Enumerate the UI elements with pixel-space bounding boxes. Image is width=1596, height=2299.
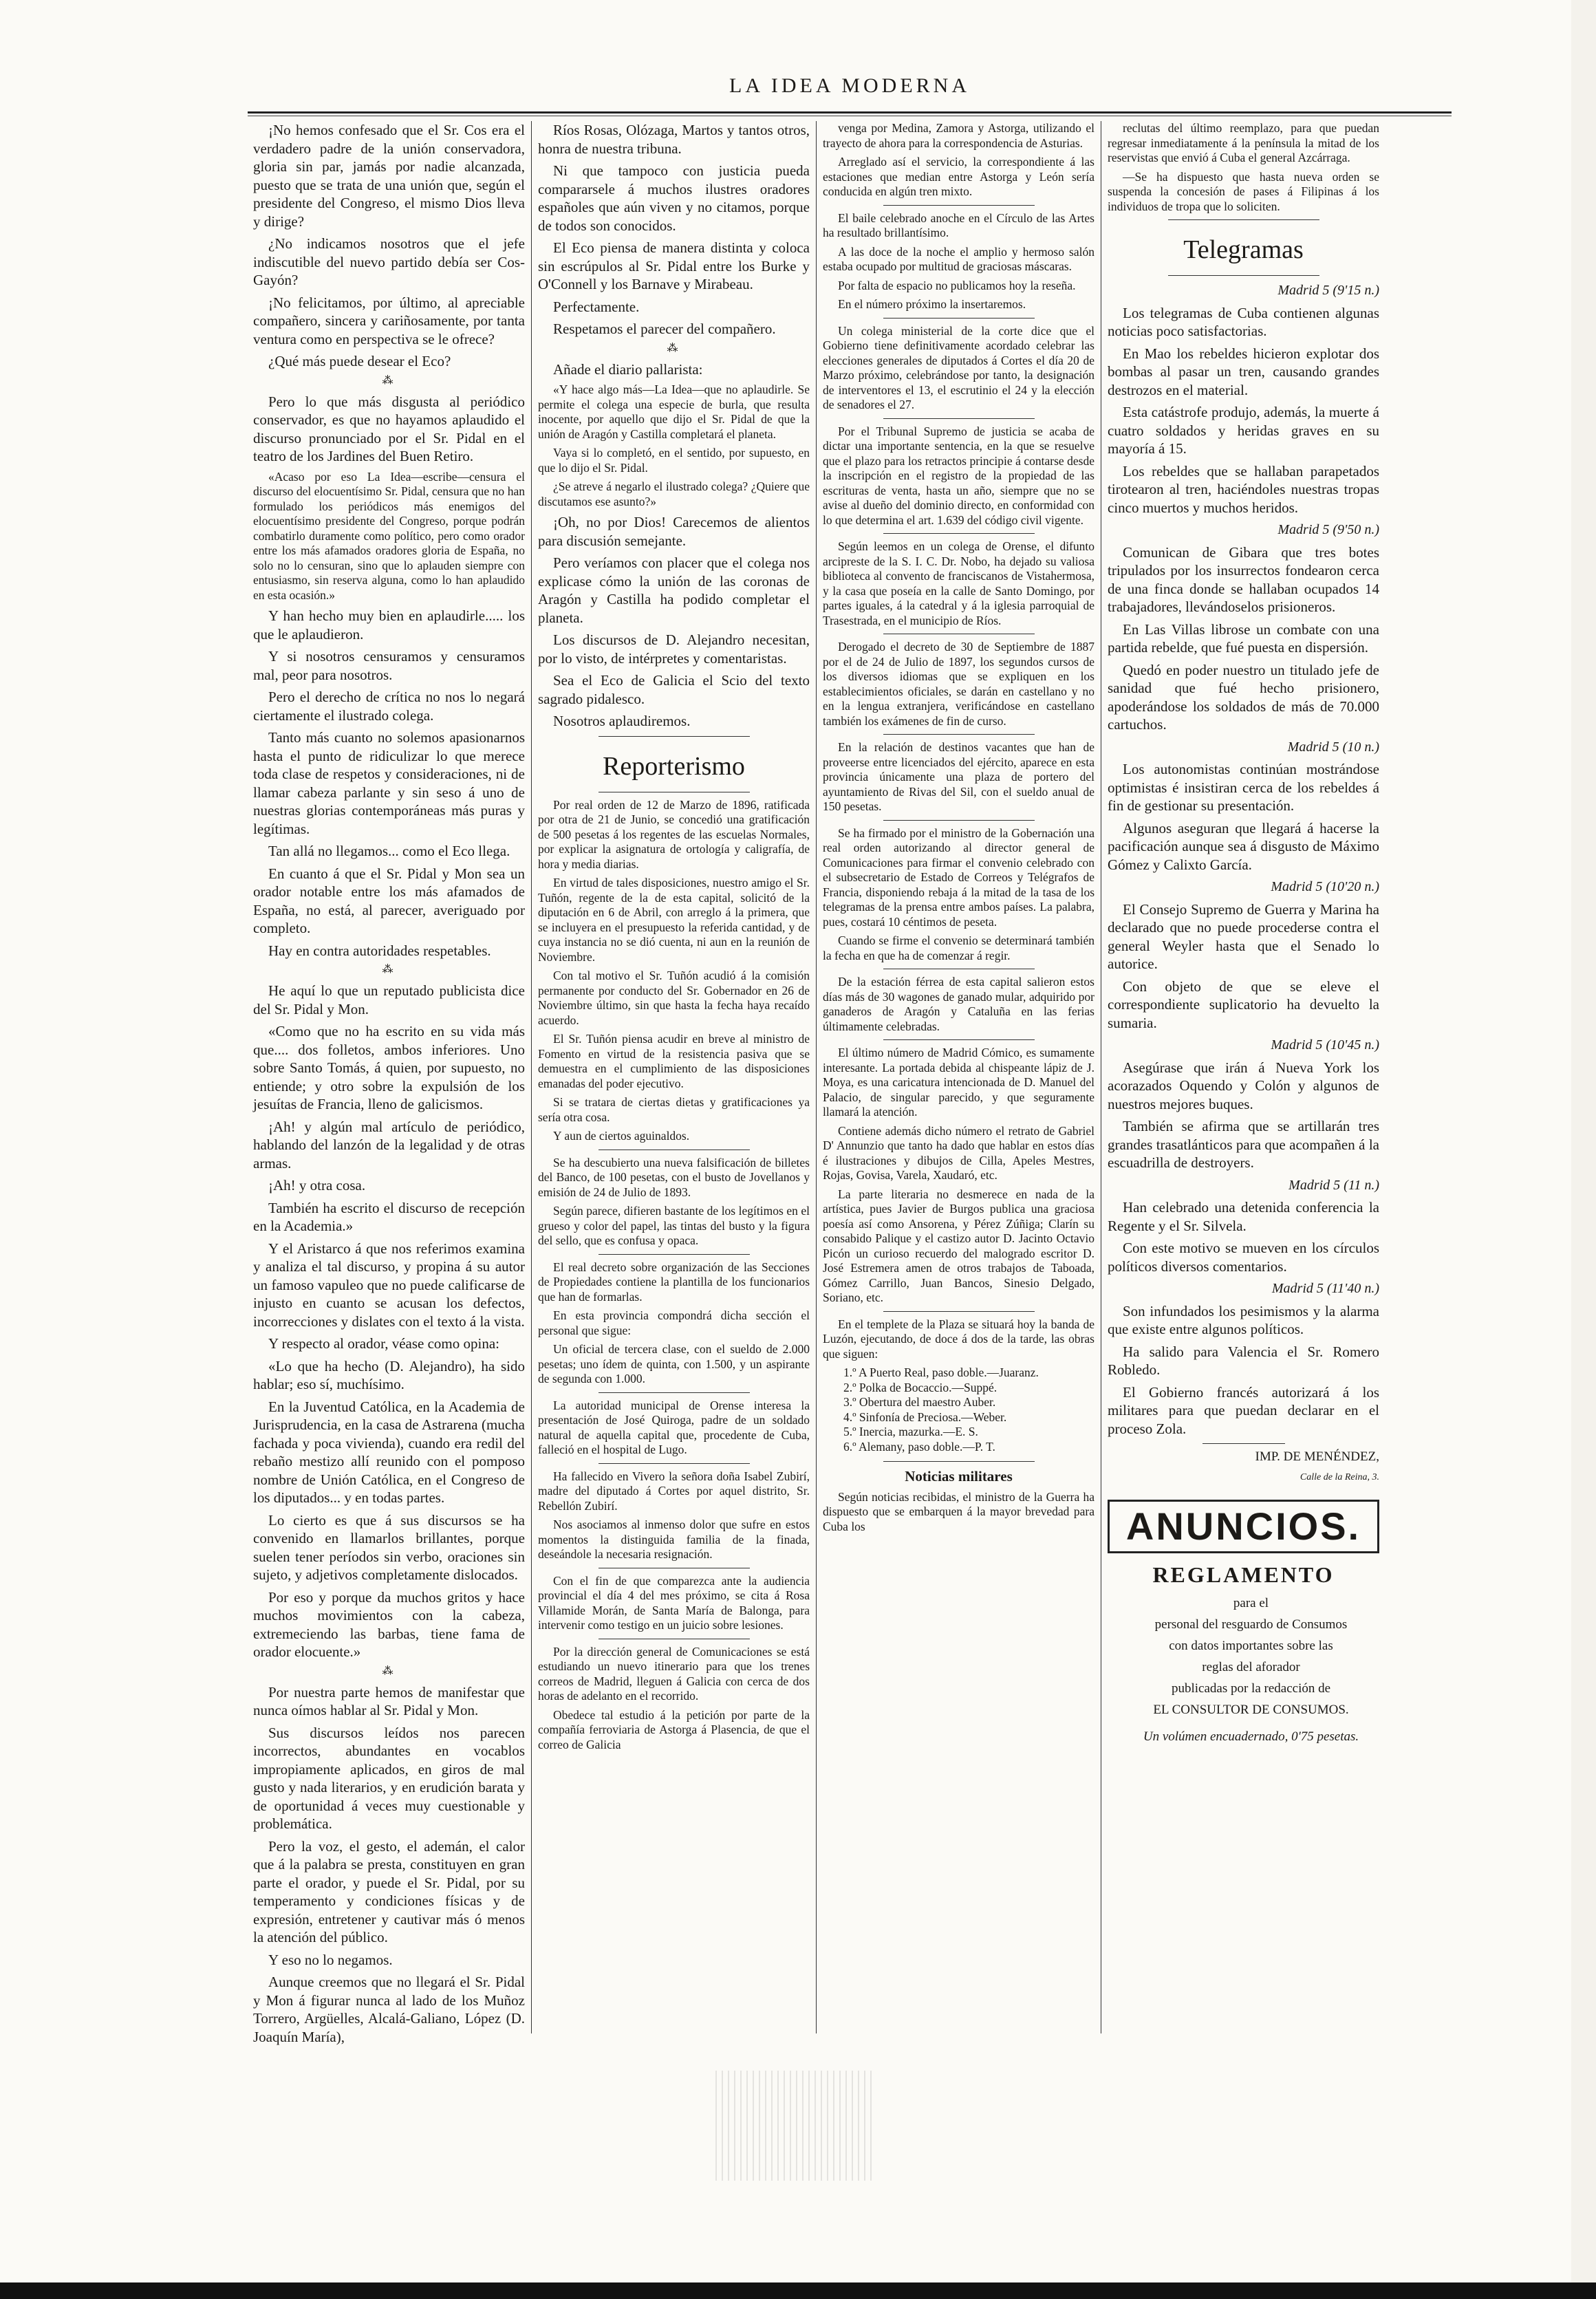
quotation: Vaya si lo completó, en el sentido, por supuesto, en que lo dijo el Sr. Pidal. — [538, 446, 810, 475]
printer-imprint: IMP. DE MENÉNDEZ, — [1255, 1449, 1379, 1464]
column-1 — [253, 121, 525, 2045]
telegram-dateline: Madrid 5 (11'40 n.) — [1271, 1281, 1379, 1296]
paragraph: ¡Ah! y otra cosa. — [268, 1177, 366, 1194]
item-rule — [883, 734, 1035, 735]
news-item: venga por Medina, Zamora y Astorga, utilizando el trayecto de ahora para la correspondencia de Asturias. — [823, 121, 1094, 150]
news-item: El Sr. Tuñón piensa acudir en breve al ministro de Fomento en virtud de la resistencia pasiva que se demuestra en el cumplimiento de las disposiciones emanadas del poder ejecutivo. — [538, 1032, 810, 1090]
paragraph: Y el Aristarco á que nos referimos examina y analiza el tal discurso, y propina á su autor un famoso vapuleo que no puede calificarse de injusto en cuanto se acusan los defectos, incorrecciones y dislates con el texto á la vista. — [253, 1240, 525, 1330]
paragraph: Añade el diario pallarista: — [553, 360, 703, 378]
news-item: Con tal motivo el Sr. Tuñón acudió á la comisión permanente por conducto del Sr. Gobernador en 26 de Noviembre último, sin que hasta la fecha haya recaído acuerdo. — [538, 969, 810, 1027]
telegram-text: Con objeto de que se eleve el correspondiente suplicatorio ha devuelto la sumaria. — [1108, 978, 1379, 1031]
telegram-text: Asegúrase que irán á Nueva York los acorazados Oquendo y Colón y algunos de nuestros mejores buques. — [1108, 1059, 1379, 1112]
item-rule — [883, 533, 1035, 534]
telegram-text: Ha salido para Valencia el Sr. Romero Robledo. — [1108, 1343, 1379, 1378]
ad-line: reglas del aforador — [1202, 1659, 1300, 1674]
telegram-text: Los autonomistas continúan mostrándose optimistas é insistiran cerca de los rebeldes á fin de gestionar su presentación. — [1108, 761, 1379, 814]
program-item: 1.º A Puerto Real, paso doble.—Juaranz. — [843, 1366, 1039, 1379]
news-item: Un oficial de tercera clase, con el sueldo de 2.000 pesetas; uno ídem de quinta, con 1.500, y un aspirante de segunda con 1.000. — [538, 1342, 810, 1385]
scan-bottom-edge — [0, 2282, 1596, 2299]
column-rule — [531, 121, 532, 2033]
news-item: A las doce de la noche el amplio y hermoso salón estaba ocupado por multitud de graciosas máscaras. — [823, 244, 1094, 273]
news-item: Se ha firmado por el ministro de la Gobernación una real orden autorizando al director general de Comunicaciones para firmar el convenio celebrado con el subsecretario de Estado de Correos y Telégrafos de Francia, disponiendo rebaja á la mitad de la tasa de los telegramas de la prensa entre ambos países. La palabra, pues, costará 10 céntimos de peseta. — [823, 825, 1094, 929]
news-item: La autoridad municipal de Orense interesa la presentación de José Quiroga, padre de un soldado natural de aquella capital que, procedente de Cuba, falleció en el hospital de Lugo. — [538, 1398, 810, 1456]
ad-line: para el — [1233, 1595, 1269, 1610]
item-rule — [883, 418, 1035, 419]
paragraph: Aunque creemos que no llegará el Sr. Pidal y Mon á figurar nunca al lado de los Muñoz Torrero, Argüelles, Alcalá-Galiano, López (D. Joaquín María), — [253, 1974, 525, 2045]
news-item: En esta provincia compondrá dicha sección el personal que sigue: — [538, 1308, 810, 1337]
column-3 — [823, 121, 1094, 2033]
telegram-text: En Mao los rebeldes hicieron explotar dos bombas al pasar un tren, causando grandes destrozos en el material. — [1108, 345, 1379, 398]
telegram-text: Quedó en poder nuestro un titulado jefe de sanidad que fué hecho prisionero, apoderándose los soldados de más de 70.000 cartuchos. — [1108, 661, 1379, 733]
ad-line: publicadas por la redacción de — [1171, 1681, 1331, 1696]
news-item: Según parece, difieren bastante de los legítimos en el grueso y color del papel, las tintas del busto y la figura del sello, que es confusa y opaca. — [538, 1204, 810, 1247]
paragraph: Tan allá no llegamos... como el Eco llega. — [268, 843, 510, 859]
paragraph: Los discursos de D. Alejandro necesitan, por lo visto, de intérpretes y comentaristas. — [538, 632, 810, 667]
item-rule — [1203, 1443, 1285, 1444]
section-rule — [598, 736, 750, 737]
paragraph: Por eso y porque da muchos gritos y hace muchos movimientos con la cabeza, extremeciendo las barbas, tiene fama de orador elocuente.» — [253, 1588, 525, 1660]
ad-price: Un volúmen encuadernado, 0'75 pesetas. — [1143, 1729, 1359, 1744]
item-rule — [598, 1463, 750, 1464]
news-item: Según leemos en un colega de Orense, el difunto arcipreste de la S. I. C. Dr. Nobo, ha dejado su valiosa biblioteca al convento de franciscanos de Vistahermosa, y la casa que poseía en la calle de Santo Domingo, por partes iguales, á la catedral y á la iglesia parroquial de Trasestrada, en el municipio de Ríos. — [823, 539, 1094, 627]
ads-title: ANUNCIOS. — [1125, 1504, 1361, 1548]
news-item: Derogado el decreto de 30 de Septiembre de 1887 por el de 24 de Julio de 1897, los segundos cursos de los diversos idiomas que se expliquen en los establecimientos oficiales, se darán en castellano y no en la lengua extranjera, verificándose en castellano también los exámenes de fin de curso. — [823, 640, 1094, 728]
item-rule — [883, 1461, 1035, 1462]
news-item: Por el Tribunal Supremo de justicia se acaba de dictar una importante sentencia, en la que se resuelve que el plazo para los retractos principie á contarse desde la inscripción en el registro de la propiedad de las escrituras de venta, hasta un año, siempre que no se avise al dueño del dominio directo, en conformidad con lo que determina el art. 1.639 del código civil vigente. — [823, 424, 1094, 527]
quotation: «Acaso por eso La Idea—escribe—censura el discurso del elocuentísimo Sr. Pidal, censura que no han formulado los periódicos más enemigos del elocuentísimo presidente del Congreso, porque podrán combatirlo duramente como político, pero como orador entre los más afamados oradores gloria de España, no solo no lo censuran, sino que lo aplauden siempre con entusiasmo, sin reserva alguna, como lo han aplaudido en esta ocasión.» — [253, 469, 525, 602]
item-rule — [883, 1311, 1035, 1312]
paragraph: En la Juventud Católica, en la Academia de Jurisprudencia, en la casa de Astrarena (mucha fachada y poca vivienda), cuando era redil del rebaño mestizo allí reunido con el pomposo nombre de Unión Católica, en el Congreso de los diputados... y en todas partes. — [253, 1398, 525, 1506]
news-item: Un colega ministerial de la corte dice que el Gobierno tiene definitivamente acordado celebrar las elecciones generales de diputados á Cortes el día 20 de Marzo próximo, celebrándose por tanto, la designación de interventores el 13, el escrutinio el 24 y la elección de senadores el 27. — [823, 323, 1094, 411]
item-rule — [598, 1254, 750, 1255]
section-rule — [1168, 219, 1319, 220]
program-item: 5.º Inercia, mazurka.—E. S. — [843, 1425, 978, 1438]
paragraph: En cuanto á que el Sr. Pidal y Mon sea un orador notable entre los más afamados de España, no está, al parecer, averiguado por completo. — [253, 865, 525, 936]
program-item: 4.º Sinfonía de Preciosa.—Weber. — [843, 1410, 1007, 1424]
paragraph: Lo cierto es que á sus discursos se ha convenido en llamarlos brillantes, porque suelen tener períodos sin verbo, oraciones sin sujeto, y adjetivos completamente dislocados. — [253, 1511, 525, 1583]
news-item: Por real orden de 12 de Marzo de 1896, ratificada por otra de 21 de Junio, se concedió una gratificación de 500 pesetas á los regentes de las escuelas Normales, por explicar la asignatura de ortología y caligrafía, de hora y media diarias. — [538, 797, 810, 871]
telegram-text: Comunican de Gibara que tres botes tripulados por los insurrectos fondearon cerca de una finca donde se hallaban ocupados 14 trabajadores, llevándoselos prisioneros. — [1108, 543, 1379, 615]
news-item: En la relación de destinos vacantes que han de proveerse entre licenciados del ejército, aparece en esta provincia únicamente una plaza de portero del ayuntamiento de Rivas del Sil, con el sueldo anual de 150 pesetas. — [823, 740, 1094, 813]
news-item: El último número de Madrid Cómico, es sumamente interesante. La portada debida al chispeante lápiz de J. Moya, es una caricatura intencionada de D. Manuel del Palacio, de singular parecido, y que seguramente llamará la atención. — [823, 1046, 1094, 1119]
telegram-dateline: Madrid 5 (9'15 n.) — [1277, 283, 1379, 298]
news-item: Con el fin de que comparezca ante la audiencia provincial el día 4 del mes próximo, se cita á Rosa Villamide Morán, de Santa María de Balonga, para intervenir como testigo en un juicio sobre lesiones. — [538, 1573, 810, 1632]
section-title-reporterismo: Reporterismo — [603, 751, 745, 781]
paragraph: Perfectamente. — [553, 298, 640, 315]
telegram-dateline: Madrid 5 (9'50 n.) — [1277, 522, 1379, 537]
ad-line: personal del resguardo de Consumos — [1154, 1617, 1348, 1632]
telegram-text: El Gobierno francés autorizará á los militares para que puedan declarar en el proceso Zola. — [1108, 1383, 1379, 1437]
header-rule — [248, 111, 1452, 114]
paragraph: Por nuestra parte hemos de manifestar que nunca oímos hablar al Sr. Pidal y Mon. — [253, 1683, 525, 1718]
telegram-text: Los telegramas de Cuba contienen algunas noticias poco satisfactorias. — [1108, 304, 1379, 339]
news-item: reclutas del último reemplazo, para que puedan regresar inmediatamente á la península la mitad de los reservistas que envió á Cuba el general Azcárraga. — [1108, 121, 1379, 164]
news-item: El real decreto sobre organización de las Secciones de Propiedades contiene la plantilla de los funcionarios que han de formarlas. — [538, 1260, 810, 1304]
paragraph: Y si nosotros censuramos y censuramos mal, peor para nosotros. — [253, 648, 525, 683]
telegram-text: El Consejo Supremo de Guerra y Marina ha declarado que no puede procederse contra el general Weyler hasta que el Senado lo autorice. — [1108, 900, 1379, 972]
paragraph: ¿No indicamos nosotros que el jefe indiscutible del nuevo partido debía ser Cos-Gayón? — [253, 235, 525, 288]
news-item: Ha fallecido en Vivero la señora doña Isabel Zubirí, madre del diputado á Cortes por aquel distrito, Sr. Rebellón Zubirí. — [538, 1469, 810, 1513]
news-item: La parte literaria no desmerece en nada de la artística, pues Javier de Burgos publica una graciosa poesía así como Ansorena, y Pérez Zúñiga; Clarín su consabido Palique y el castizo autor D. Jacinto Octavio Picón un curioso recuerdo del malogrado escritor D. José Estremera amen de otros trabajos de Taboada, Gómez Carrillo, Juan Bancos, Sinesio Delgado, Soriano, etc. — [823, 1187, 1094, 1304]
paragraph: Tanto más cuanto no solemos apasionarnos hasta el punto de ridiculizar lo que merece toda clase de respetos y consideraciones, ni de llamar cabeza parlante y sin seso á uno de nuestras glorias contemporáneas más puras y legítimas. — [253, 729, 525, 837]
paragraph: Nosotros aplaudiremos. — [553, 713, 691, 729]
telegram-text: Los rebeldes que se hallaban parapetados tirotearon al tren, haciéndoles nuestras tropas cinco muertos y muchos heridos. — [1108, 462, 1379, 516]
ad-line: con datos importantes sobre las — [1169, 1638, 1333, 1653]
paragraph: Y eso no lo negamos. — [268, 1951, 393, 1968]
telegram-text: Han celebrado una detenida conferencia la Regente y el Sr. Silvela. — [1108, 1199, 1379, 1234]
telegram-text: Esta catástrofe produjo, además, la muerte á cuatro soldados y heridas graves en su mayoría á 15. — [1108, 404, 1379, 457]
section-rule — [1168, 275, 1319, 276]
news-item: Obedece tal estudio á la petición por parte de la compañía ferroviaria de Astorga á Plasencia, de que el correo de Galicia — [538, 1707, 810, 1751]
telegram-dateline: Madrid 5 (11 n.) — [1288, 1177, 1379, 1193]
paragraph: ¡Oh, no por Dios! Carecemos de alientos para discusión semejante. — [538, 514, 810, 549]
section-title-telegramas: Telegramas — [1183, 235, 1304, 264]
printer-address: Calle de la Reina, 3. — [1300, 1472, 1379, 1482]
news-item: Según noticias recibidas, el ministro de la Guerra ha dispuesto que se embarquen á la mayor brevedad para Cuba los — [823, 1489, 1094, 1533]
paragraph: Pero el derecho de crítica no nos lo negará ciertamente el ilustrado colega. — [253, 689, 525, 724]
paragraph: ¡Ah! y algún mal artículo de periódico, hablando del lanzón de la legalidad y de otras armas. — [253, 1118, 525, 1172]
paragraph: «Lo que ha hecho (D. Alejandro), ha sido hablar; eso sí, muchísimo. — [253, 1357, 525, 1392]
news-item: Por la dirección general de Comunicaciones se está estudiando un nuevo itinerario para que los trenes correos de Madrid, lleguen á Galicia con cerca de dos horas de adelanto en el recorrido. — [538, 1644, 810, 1703]
masthead: LA IDEA MODERNA — [729, 74, 970, 97]
paragraph: Pero la voz, el gesto, el ademán, el calor que á la palabra se presta, constituyen en gran parte el orador, y puede el Sr. Pidal, por su temperamento y condiciones físicas y de expresión, entretener y cautivar más ó menos la atención del público. — [253, 1837, 525, 1945]
paragraph: Y respecto al orador, véase como opina: — [268, 1335, 499, 1352]
paragraph: Y han hecho muy bien en aplaudirle..... los que le aplaudieron. — [253, 607, 525, 643]
telegram-dateline: Madrid 5 (10'20 n.) — [1271, 879, 1379, 894]
paragraph: Pero lo que más disgusta al periódico conservador, es que no hayamos aplaudido el discurso pronunciado por el Sr. Pidal en el teatro de los Jardines del Buen Retiro. — [253, 393, 525, 464]
asterism-separator: ⁂ — [382, 964, 396, 975]
asterism-separator: ⁂ — [667, 342, 681, 354]
telegram-dateline: Madrid 5 (10 n.) — [1287, 739, 1379, 755]
paragraph: ¡No hemos confesado que el Sr. Cos era el verdadero padre de la unión conservadora, gloria sin par, jamás por nadie alcanzada, puesto que se trata de una unión que, según el presidente del Congreso, el mismo Dios lleva y dirige? — [253, 122, 525, 230]
telegram-text: Con este motivo se mueven en los círculos políticos diversos comentarios. — [1108, 1240, 1379, 1275]
telegram-text: Algunos aseguran que llegará á hacerse la pacificación aunque sea á disgusto de Máximo Gómez y Calixto García. — [1108, 819, 1379, 873]
ads-banner — [1108, 1500, 1379, 1553]
news-item: El baile celebrado anoche en el Círculo de las Artes ha resultado brillantísimo. — [823, 211, 1094, 239]
news-item: —Se ha dispuesto que hasta nueva orden se suspenda la concesión de pases á Filipinas á los individuos de tropa que lo soliciten. — [1108, 169, 1379, 213]
paragraph: «Como que no ha escrito en su vida más que.... dos folletos, ambos inferiores. Uno sobre Santo Tomás, á quien, por supuesto, no entiende; y otro sobre la expulsión de los jesuítas de Francia, lleno de galicismos. — [253, 1023, 525, 1112]
program-item: 2.º Polka de Bocaccio.—Suppé. — [843, 1380, 998, 1394]
news-item: En el templete de la Plaza se situará hoy la banda de Luzón, ejecutando, de doce á dos de la tarde, las obras que siguen: — [823, 1317, 1094, 1361]
paragraph: Pero veríamos con placer que el colega nos explicase cómo la unión de las coronas de Aragón y Castilla ha podido completar el planeta. — [538, 554, 810, 626]
item-rule — [883, 820, 1035, 821]
ad-line: EL CONSULTOR DE CONSUMOS. — [1153, 1702, 1349, 1717]
quotation: «Y hace algo más—La Idea—que no aplaudirle. Se permite el colega una especie de burla, que resulta inocente, por aquello que dijo el Sr. Pidal de que la unión de Aragón y Castilla completará el planeta. — [538, 382, 810, 441]
scan-margin — [1571, 0, 1596, 2282]
news-item: En el número próximo la insertaremos. — [838, 297, 1026, 311]
item-rule — [883, 1039, 1035, 1040]
item-rule — [598, 1392, 750, 1393]
paragraph: Hay en contra autoridades respetables. — [268, 942, 491, 959]
item-rule — [883, 205, 1035, 206]
telegram-text: En Las Villas librose un combate con una partida rebelde, que fué puesta en dispersión. — [1108, 620, 1379, 656]
paragraph: También ha escrito el discurso de recepción en la Academia.» — [253, 1199, 525, 1234]
paragraph: He aquí lo que un reputado publicista dice del Sr. Pidal y Mon. — [253, 982, 525, 1017]
news-item: Por falta de espacio no publicamos hoy la reseña. — [838, 278, 1076, 292]
paragraph: Sea el Eco de Galicia el Scio del texto sagrado pidalesco. — [538, 672, 810, 707]
paragraph: ¡No felicitamos, por último, al apreciable compañero, sincera y cariñosamente, por tanta ventura como en perspectiva se le ofrece? — [253, 294, 525, 347]
news-item: De la estación férrea de esta capital salieron estos días más de 30 wagones de ganado mular, adquirido por ganaderos de Aragón y Cataluña en las ferias últimamente celebradas. — [823, 975, 1094, 1033]
asterism-separator: ⁂ — [382, 374, 396, 387]
telegram-dateline: Madrid 5 (10'45 n.) — [1271, 1037, 1379, 1053]
asterism-separator: ⁂ — [382, 1665, 396, 1677]
paragraph: Ríos Rosas, Olózaga, Martos y tantos otros, honra de nuestra tribuna. — [538, 122, 810, 157]
paragraph: Sus discursos leídos nos parecen incorrectos, abundantes en vocablos impropiamente aplicados, en giros de mal gusto y nada literarios, y en erudición barata y de oportunidad á veces muy cuestionable y problemática. — [253, 1724, 525, 1832]
telegram-text: Son infundados los pesimismos y la alarma que existe entre algunos políticos. — [1108, 1302, 1379, 1337]
news-item: Arreglado así el servicio, la correspondiente á las estaciones que median entre Astorga y León sería conducida en algún tren mixto. — [823, 155, 1094, 198]
news-item: En virtud de tales disposiciones, nuestro amigo el Sr. Tuñón, regente de la de esta capital, solicitó de la diputación en 6 de Abril, con arreglo á la primera, que se incluyera en el presupuesto la referida cantidad, y de cuya instancia no se dió cuenta, ni aun en la reunión de Noviembre. — [538, 876, 810, 964]
news-item: Se ha descubierto una nueva falsificación de billetes del Banco, de 100 pesetas, con el busto de Jovellanos y emisión de 24 de Julio de 1893. — [538, 1155, 810, 1199]
paragraph: Respetamos el parecer del compañero. — [553, 321, 776, 337]
news-item: Cuando se firme el convenio se determinará también la fecha en que ha de comenzar á regir. — [823, 933, 1094, 962]
column-rule — [816, 121, 817, 2033]
ad-heading: REGLAMENTO — [1152, 1562, 1335, 1587]
paragraph: El Eco piensa de manera distinta y coloca sin escrúpulos al Sr. Pidal entre los Burke y O'Connell y los Barnave y Mirabeau. — [538, 239, 810, 292]
telegram-text: También se afirma que se artillarán tres grandes trasatlánticos para que acompañen á la escuadrilla de destroyers. — [1108, 1118, 1379, 1171]
column-4 — [1108, 121, 1379, 2033]
program-item: 6.º Alemany, paso doble.—P. T. — [843, 1439, 995, 1454]
news-item: Nos asociamos al inmenso dolor que sufre en estos momentos la distinguida familia de la finada, deseándole la necesaria resignación. — [538, 1518, 810, 1561]
news-item: Y aun de ciertos aguinaldos. — [553, 1129, 690, 1143]
program-item: 3.º Obertura del maestro Auber. — [843, 1395, 996, 1409]
column-2 — [538, 121, 810, 2033]
paragraph: ¿Qué más puede desear el Eco? — [268, 353, 451, 369]
news-item: Si se tratara de ciertas dietas y gratificaciones ya sería otra cosa. — [538, 1095, 810, 1124]
scan-noise — [715, 2071, 874, 2181]
subheading-noticias-militares: Noticias militares — [905, 1468, 1013, 1485]
quotation: ¿Se atreve á negarlo el ilustrado colega? ¿Quiere que discutamos ese asunto?» — [538, 479, 810, 508]
news-item: Contiene además dicho número el retrato de Gabriel D' Annunzio que tanto ha dado que hablar en estos días é ilustraciones y dibujos de Cilla, Apeles Mestres, Rojas, Govisa, Varela, Xaudaró, etc. — [823, 1123, 1094, 1182]
paragraph: Ni que tampoco con justicia pueda compararsele á muchos ilustres oradores españoles que aún viven y no citamos, porque de todos son conocidos. — [538, 162, 810, 234]
item-rule — [883, 318, 1035, 319]
